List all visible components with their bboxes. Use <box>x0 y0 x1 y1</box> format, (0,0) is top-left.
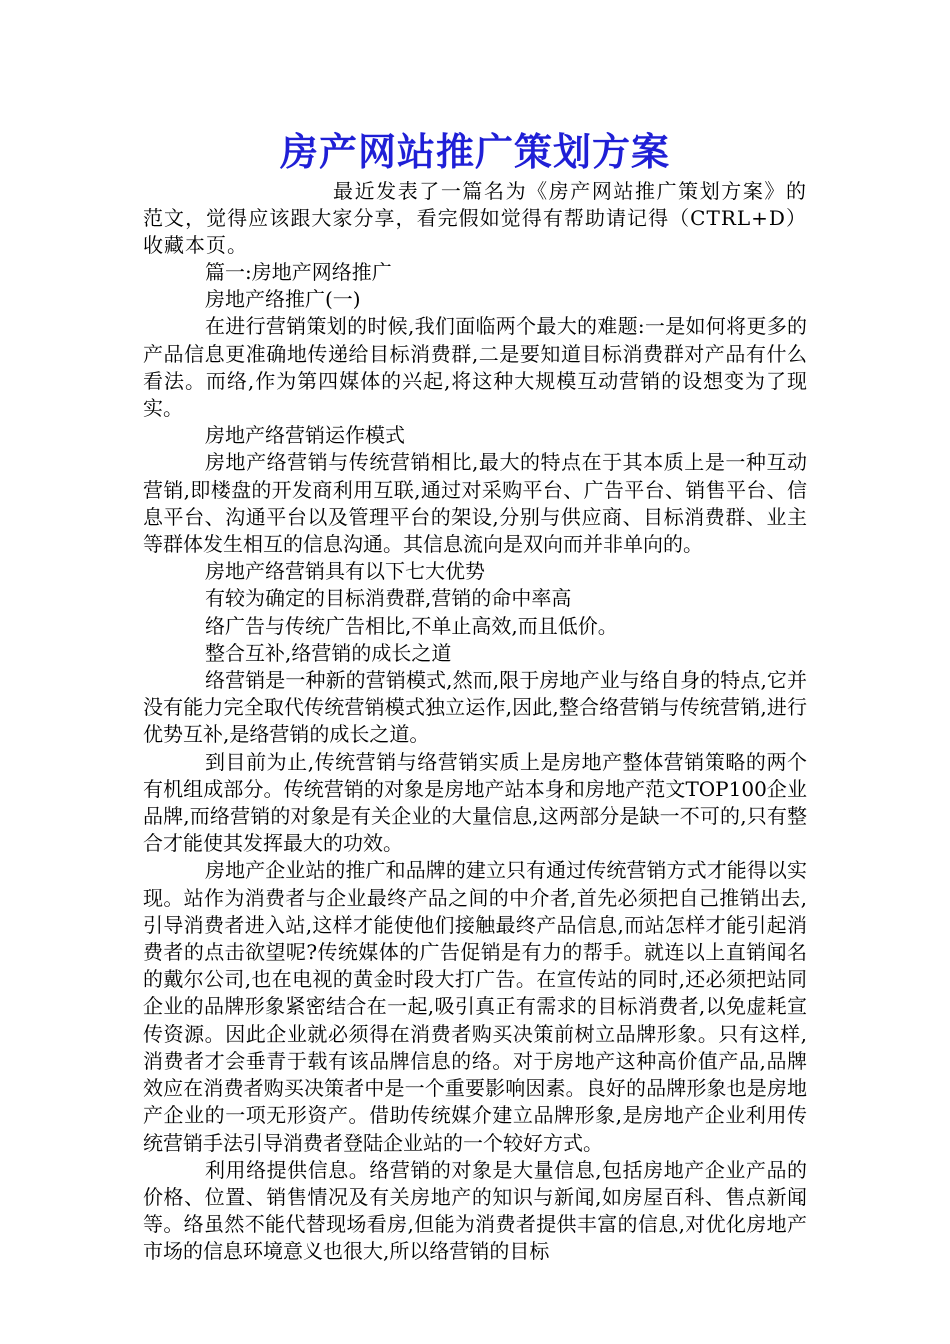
subsection-heading: 房地产络营销运作模式 <box>205 423 405 448</box>
document-title: 房产网站推广策划方案 <box>279 129 670 174</box>
document-page <box>143 126 807 1266</box>
subsection-heading: 整合互补,络营销的成长之道 <box>205 640 452 665</box>
subsection-heading: 房地产络营销具有以下七大优势 <box>205 559 485 584</box>
body-paragraph: 房地产络营销与传统营销相比,最大的特点在于其本质上是一种互动营销,即楼盘的开发商利用互联,通过对采购平台、广告平台、销售平台、信息平台、沟通平台以及管理平台的架设,分别与供应商、目标消费群、业主等群体发生相互的信息沟通。其信息流向是双向而并非单向的。 <box>143 450 807 557</box>
intro-paragraph: 最近发表了一篇名为《房产网站推广策划方案》的范文，觉得应该跟大家分享，看完假如觉得有帮助请记得（CTRL+D）收藏本页。 <box>143 179 807 257</box>
section-heading: 篇一:房地产网络推广 <box>205 260 392 284</box>
body-paragraph: 络营销是一种新的营销模式,然而,限于房地产业与络自身的特点,它并没有能力完全取代传统营销模式独立运作,因此,整合络营销与传统营销,进行优势互补,是络营销的成长之道。 <box>143 668 807 747</box>
subsection-heading: 房地产络推广(一) <box>205 287 361 312</box>
body-paragraph: 到目前为止,传统营销与络营销实质上是房地产整体营销策略的两个有机组成部分。传统营销的对象是房地产站本身和房地产范文TOP100企业品牌,而络营销的对象是有关企业的大量信息,这两部分是缺一不可的,只有整合才能使其发挥最大的功效。 <box>143 749 807 856</box>
body-paragraph: 房地产企业站的推广和品牌的建立只有通过传统营销方式才能得以实现。站作为消费者与企业最终产品之间的中介者,首先必须把自己推销出去,引导消费者进入站,这样才能使他们接触最终产品信息,而站怎样才能引起消费者的点击欲望呢?传统媒体的广告促销是有力的帮手。就连以上直销闻名的戴尔公司,也在电视的黄金时段大打广告。在宣传站的同时,还必须把站同企业的品牌形象紧密结合在一起,吸引真正有需求的目标消费者,以免虚耗宣传资源。因此企业就必须得在消费者购买决策前树立品牌形象。只有这样,消费者才会垂青于载有该品牌信息的络。对于房地产这种高价值产品,品牌效应在消费者购买决策者中是一个重要影响因素。良好的品牌形象也是房地产企业的一项无形资产。借助传统媒介建立品牌形象,是房地产企业利用传统营销手法引导消费者登陆企业站的一个较好方式。 <box>143 858 807 1155</box>
list-line: 有较为确定的目标消费群,营销的命中率高 <box>205 586 572 611</box>
body-paragraph: 在进行营销策划的时候,我们面临两个最大的难题:一是如何将更多的产品信息更准确地传递给目标消费群,二是要知道目标消费群对产品有什么看法。而络,作为第四媒体的兴起,将这种大规模互动营销的设想变为了现实。 <box>143 314 807 421</box>
body-paragraph: 利用络提供信息。络营销的对象是大量信息,包括房地产企业产品的价格、位置、销售情况及有关房地产的知识与新闻,如房屋百科、售点新闻等。络虽然不能代替现场看房,但能为消费者提供丰富的信息,对优化房地产市场的信息环境意义也很大,所以络营销的目标 <box>143 1157 807 1264</box>
list-line: 络广告与传统广告相比,不单止高效,而且低价。 <box>205 613 618 638</box>
